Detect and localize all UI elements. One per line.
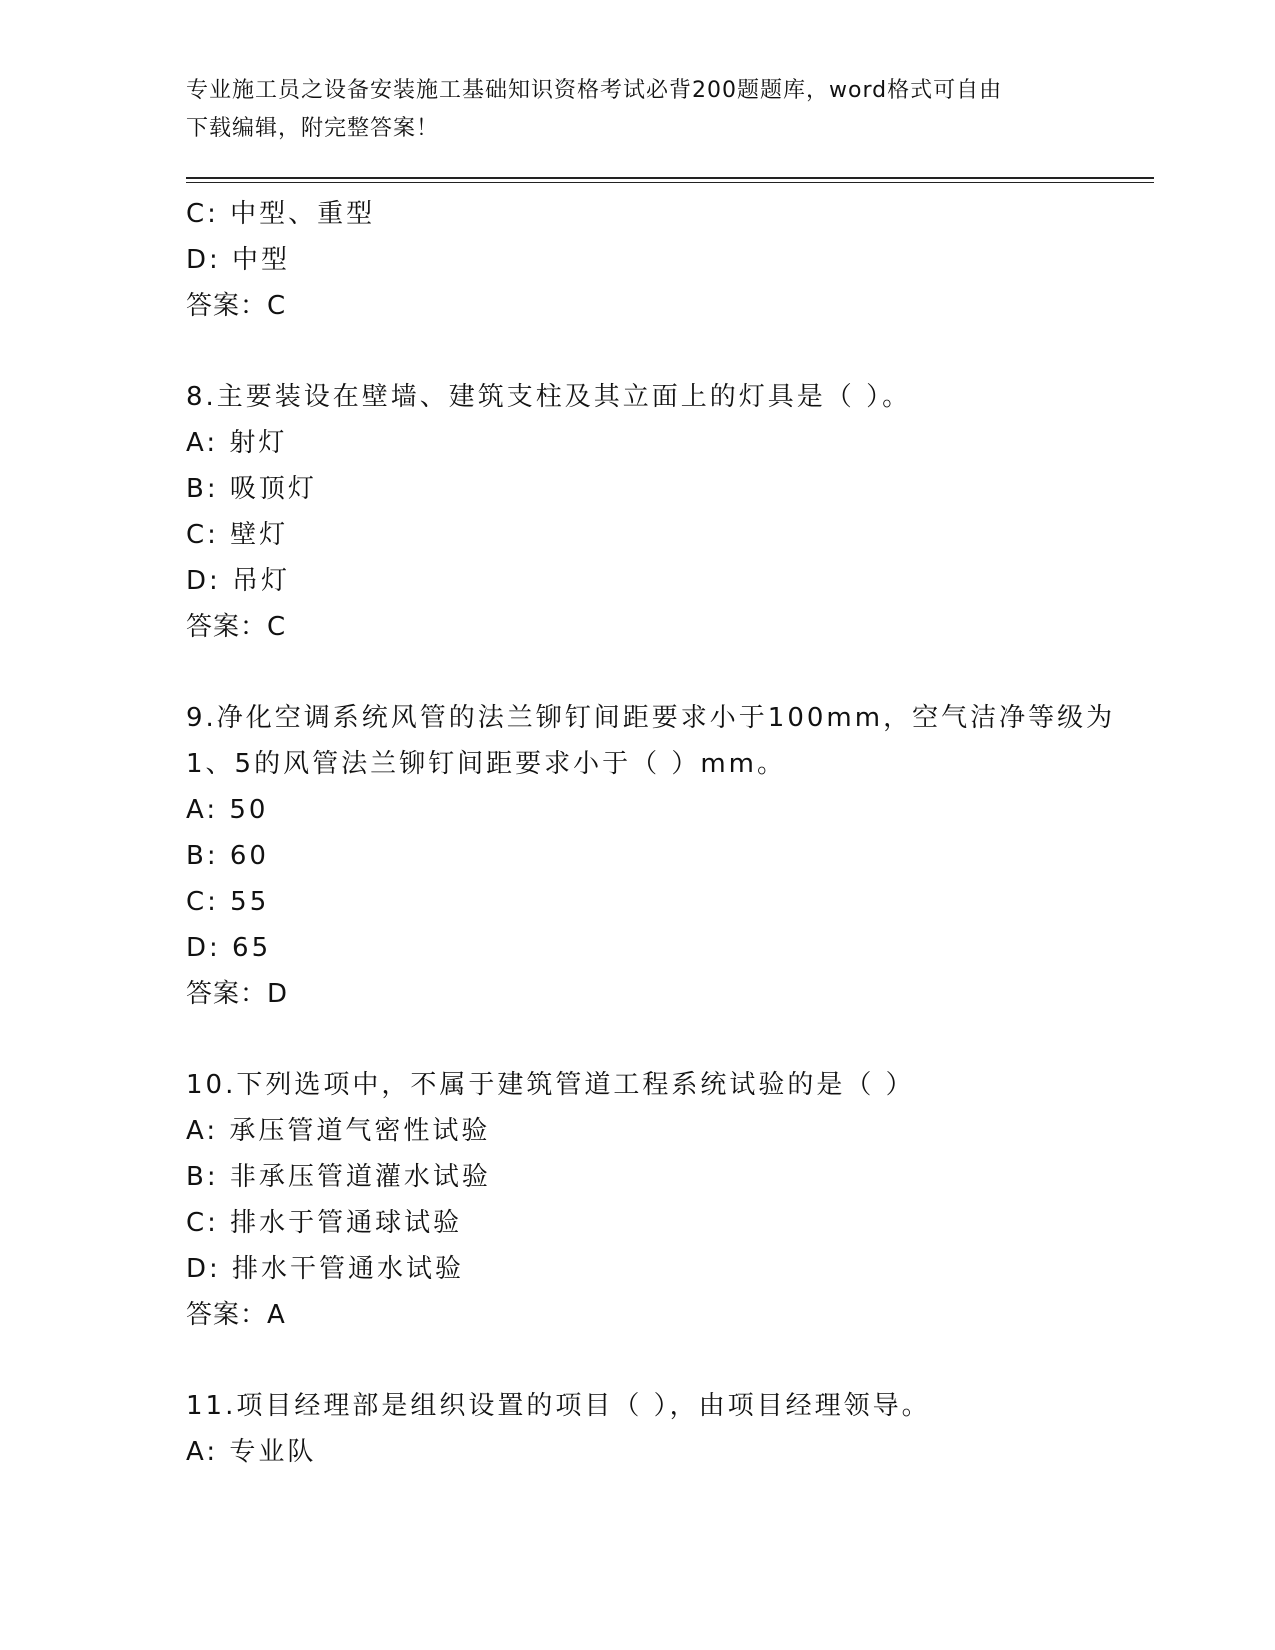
question-stem-line-2: 1、5的风管法兰铆钉间距要求小于（ ）mm。: [186, 749, 787, 779]
answer: 答案：A: [186, 1300, 286, 1330]
question-stem: 8.主要装设在壁墙、建筑支柱及其立面上的灯具是（ ）。: [186, 382, 912, 412]
answer: 答案：C: [186, 612, 287, 642]
option-c: C: 中型、重型: [186, 199, 376, 229]
header-line-1: 专业施工员之设备安装施工基础知识资格考试必背200题题库，word格式可自由: [186, 78, 1003, 103]
option-d: D: 65: [186, 933, 272, 963]
option-b: B: 吸顶灯: [186, 474, 317, 504]
question-10: [186, 1062, 1116, 1338]
option-c: C: 壁灯: [186, 520, 289, 550]
option-a: A: 射灯: [186, 428, 288, 458]
question-stem: 10.下列选项中，不属于建筑管道工程系统试验的是（ ）: [186, 1070, 915, 1100]
question-9: [186, 695, 1116, 1017]
previous-question-tail: [186, 191, 1116, 329]
option-b: B: 非承压管道灌水试验: [186, 1162, 491, 1192]
option-c: C: 排水于管通球试验: [186, 1208, 463, 1238]
question-stem-line-1: 9.净化空调系统风管的法兰铆钉间距要求小于100mm，空气洁净等级为: [186, 703, 1116, 733]
header-line-2: 下载编辑，附完整答案！: [186, 116, 440, 141]
option-d: D: 吊灯: [186, 566, 291, 596]
answer: 答案：D: [186, 979, 289, 1009]
answer: 答案：C: [186, 291, 287, 321]
document-header: [186, 72, 1086, 148]
option-d: D: 排水干管通水试验: [186, 1254, 465, 1284]
question-list: [186, 191, 1116, 1475]
header-divider: [186, 177, 1154, 183]
option-a: A: 承压管道气密性试验: [186, 1116, 491, 1146]
option-a: A: 专业队: [186, 1437, 317, 1467]
question-stem: 11.项目经理部是组织设置的项目（ ），由项目经理领导。: [186, 1391, 931, 1421]
question-11: [186, 1383, 1116, 1475]
option-d: D: 中型: [186, 245, 291, 275]
option-b: B: 60: [186, 841, 269, 871]
option-a: A: 50: [186, 795, 269, 825]
question-8: [186, 374, 1116, 650]
option-c: C: 55: [186, 887, 270, 917]
